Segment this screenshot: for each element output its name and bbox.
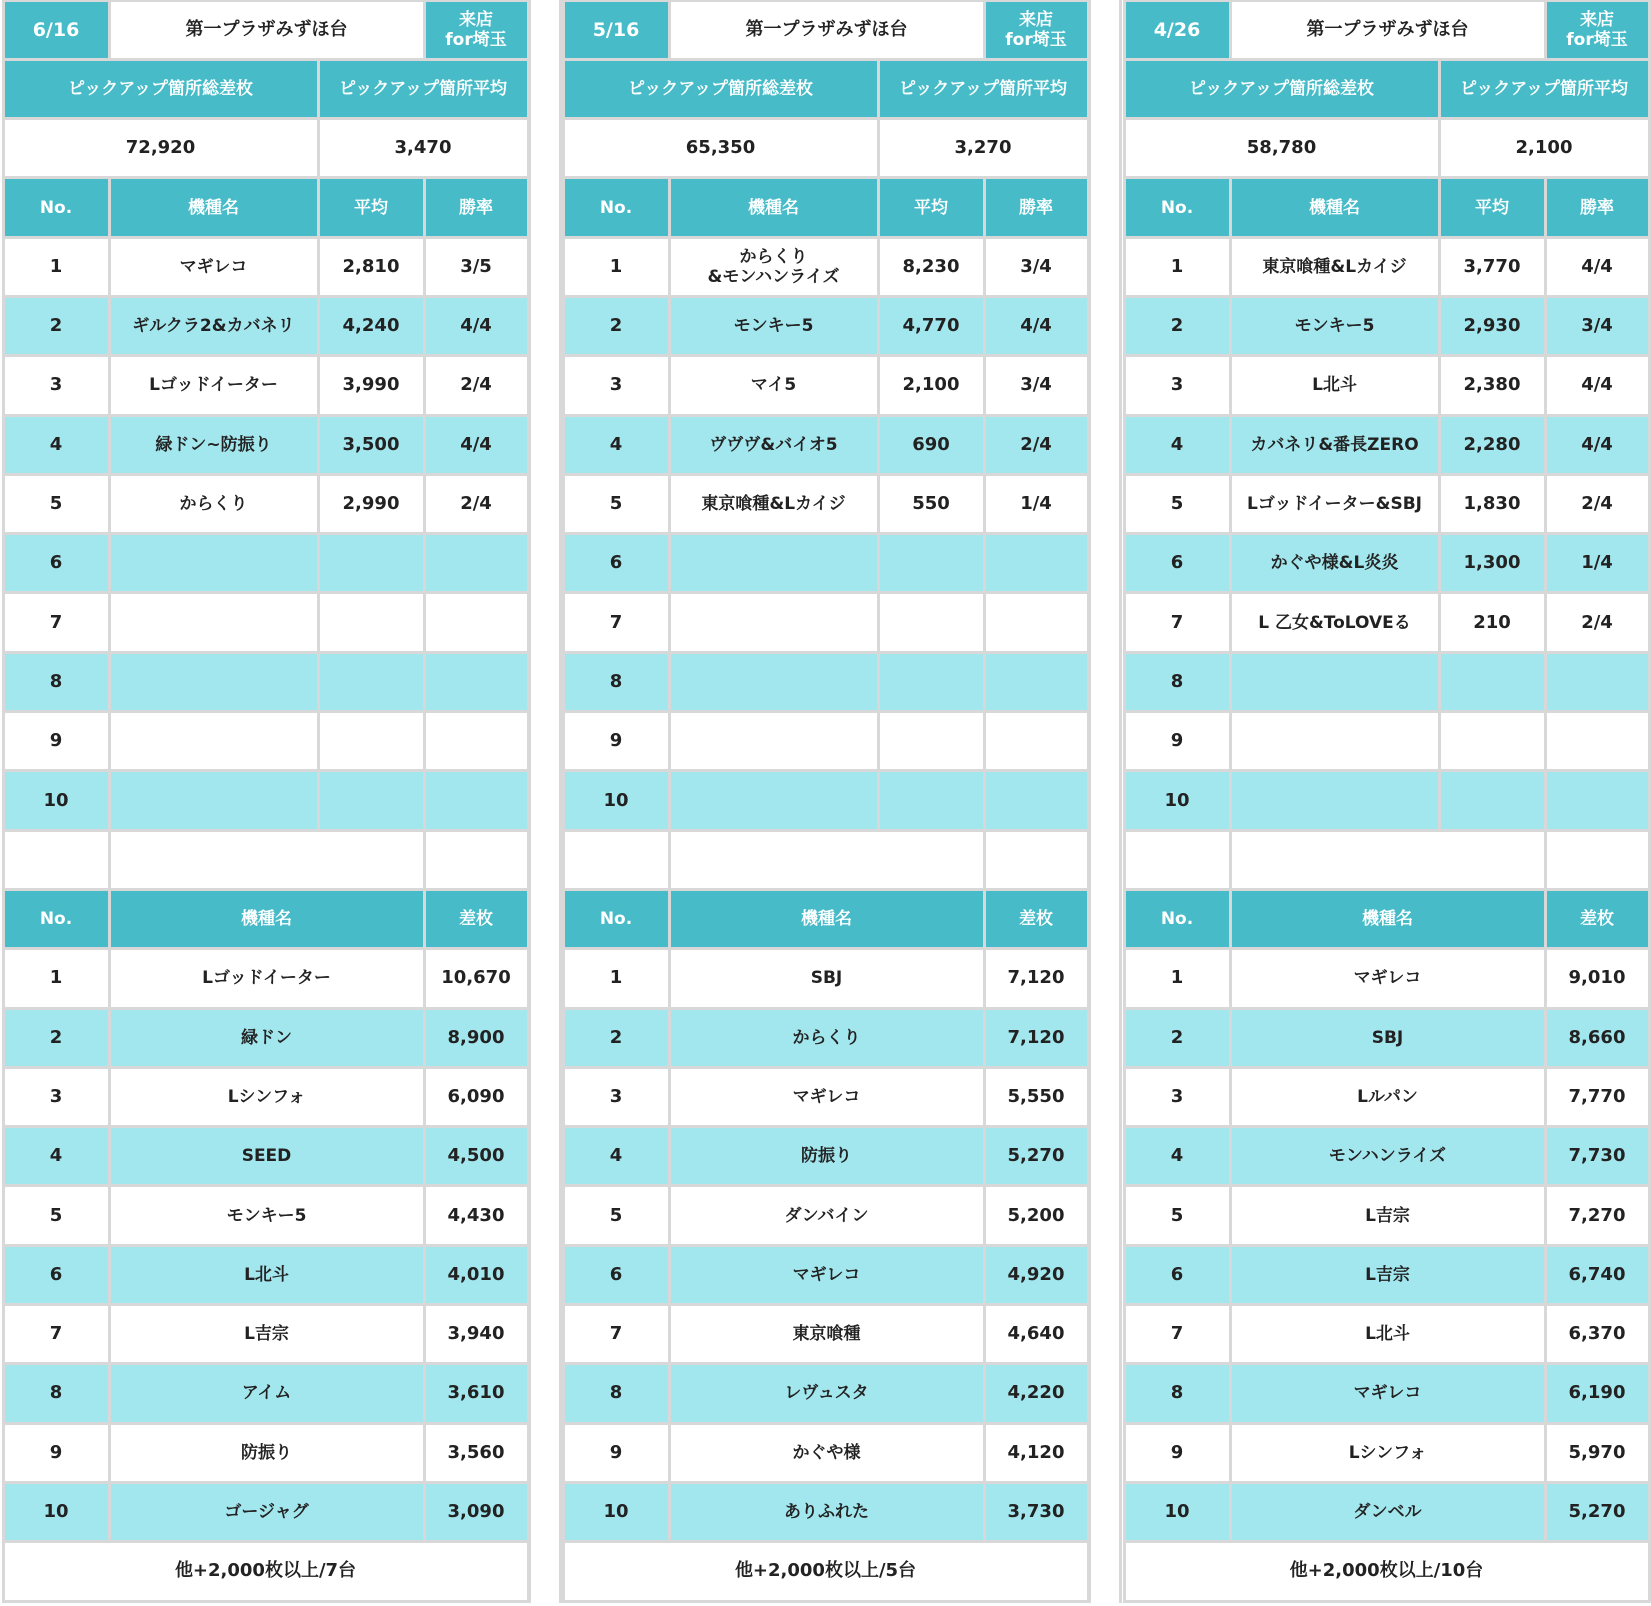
machine-name: [108, 651, 320, 713]
table2-header: No.: [2, 888, 111, 950]
diff-value: 3,610: [423, 1362, 530, 1424]
average-value: [877, 710, 986, 772]
pickup-avg-label: ピックアップ箇所平均: [1438, 58, 1651, 120]
machine-name: モンキー5: [668, 295, 880, 357]
machine-name: ダンバイン: [668, 1184, 986, 1246]
spacer-cell: [1229, 829, 1547, 891]
average-value: [877, 591, 986, 653]
average-value: 1,830: [1438, 473, 1547, 535]
row-number: 8: [2, 651, 111, 713]
machine-name: SEED: [108, 1125, 426, 1187]
win-rate: [983, 532, 1090, 594]
table2-header: 差枚: [983, 888, 1090, 950]
row-number: 8: [1123, 1362, 1232, 1424]
panel-grid: [1124, 0, 1649, 1601]
machine-name: L吉宗: [1229, 1184, 1547, 1246]
pickup-total-label: ピックアップ箇所総差枚: [2, 58, 320, 120]
visit-label: [983, 0, 1090, 61]
average-value: 2,280: [1438, 414, 1547, 476]
row-number: 2: [1123, 295, 1232, 357]
machine-name: Lゴッドイーター&SBJ: [1229, 473, 1441, 535]
spacer-cell: [2, 829, 111, 891]
row-number: 2: [562, 295, 671, 357]
pickup-avg-value: 2,100: [1438, 117, 1651, 179]
average-value: 3,990: [317, 354, 426, 416]
row-number: 8: [562, 651, 671, 713]
machine-name: [108, 710, 320, 772]
row-number: 3: [1123, 354, 1232, 416]
store-name: 第一プラザみずほ台: [1229, 0, 1547, 61]
store-name: 第一プラザみずほ台: [108, 0, 426, 61]
spacer-cell: [562, 829, 671, 891]
machine-name: [1229, 710, 1441, 772]
row-number: 9: [1123, 1422, 1232, 1484]
diff-value: 5,270: [1544, 1481, 1651, 1543]
win-rate: 2/4: [983, 414, 1090, 476]
row-number: 9: [562, 710, 671, 772]
row-number: 5: [1123, 473, 1232, 535]
row-number: 10: [1123, 1481, 1232, 1543]
machine-name: マイ5: [668, 354, 880, 416]
machine-name: [1229, 651, 1441, 713]
date-cell: 5/16: [562, 0, 671, 61]
footer-note: 他+2,000枚以上/5台: [562, 1540, 1090, 1602]
row-number: 4: [1123, 1125, 1232, 1187]
row-number: 6: [2, 1244, 111, 1306]
machine-name: 東京喰種&Lカイジ: [1229, 236, 1441, 298]
average-value: 8,230: [877, 236, 986, 298]
average-value: [877, 651, 986, 713]
row-number: 3: [562, 354, 671, 416]
row-number: 6: [562, 1244, 671, 1306]
footer-note: 他+2,000枚以上/10台: [1123, 1540, 1651, 1602]
average-value: [317, 651, 426, 713]
visit-line: 来店: [1019, 9, 1053, 30]
machine-name: [108, 532, 320, 594]
row-number: 4: [1123, 414, 1232, 476]
diff-value: 3,730: [983, 1481, 1090, 1543]
row-number: 2: [562, 1007, 671, 1069]
row-number: 6: [562, 532, 671, 594]
diff-value: 3,560: [423, 1422, 530, 1484]
table1-header: 平均: [1438, 176, 1547, 238]
diff-value: 6,190: [1544, 1362, 1651, 1424]
machine-name: マギレコ: [668, 1244, 986, 1306]
average-value: [1438, 651, 1547, 713]
average-value: 2,380: [1438, 354, 1547, 416]
table1-header: 勝率: [983, 176, 1090, 238]
row-number: 8: [2, 1362, 111, 1424]
machine-name: [668, 532, 880, 594]
panel-grid: [563, 0, 1088, 1601]
machine-name: ゴージャグ: [108, 1481, 426, 1543]
machine-name: 緑ドン: [108, 1007, 426, 1069]
row-number: 5: [1123, 1184, 1232, 1246]
win-rate: 4/4: [423, 414, 530, 476]
win-rate: 3/4: [1544, 295, 1651, 357]
store-panel-4/26: [1124, 0, 1649, 1601]
row-number: 1: [2, 947, 111, 1009]
machine-name: Lルパン: [1229, 1066, 1547, 1128]
row-number: 7: [2, 1303, 111, 1365]
row-number: 4: [562, 1125, 671, 1187]
row-number: 2: [2, 1007, 111, 1069]
table2-header: No.: [562, 888, 671, 950]
diff-value: 4,920: [983, 1244, 1090, 1306]
spacer-cell: [1123, 829, 1232, 891]
column-separator: [1088, 0, 1122, 1603]
row-number: 5: [2, 473, 111, 535]
average-value: 2,100: [877, 354, 986, 416]
machine-name: [668, 769, 880, 831]
average-value: 2,990: [317, 473, 426, 535]
row-number: 7: [1123, 1303, 1232, 1365]
average-value: 2,810: [317, 236, 426, 298]
machine-name: SBJ: [1229, 1007, 1547, 1069]
row-number: 5: [2, 1184, 111, 1246]
machine-name: L 乙女&ToLOVEる: [1229, 591, 1441, 653]
table1-header: No.: [562, 176, 671, 238]
machine-name: [668, 710, 880, 772]
table1-header: No.: [1123, 176, 1232, 238]
spacer-cell: [108, 829, 426, 891]
panel-grid: [3, 0, 528, 1601]
pickup-avg-label: ピックアップ箇所平均: [317, 58, 530, 120]
table1-header: 平均: [877, 176, 986, 238]
machine-name: からくり &モンハンライズ: [668, 236, 880, 298]
visit-line: for埼玉: [1566, 29, 1628, 50]
win-rate: 4/4: [983, 295, 1090, 357]
win-rate: [1544, 651, 1651, 713]
machine-name: L北斗: [108, 1244, 426, 1306]
row-number: 7: [562, 1303, 671, 1365]
row-number: 7: [562, 591, 671, 653]
diff-value: 9,010: [1544, 947, 1651, 1009]
pickup-avg-value: 3,470: [317, 117, 530, 179]
machine-name: L北斗: [1229, 354, 1441, 416]
row-number: 1: [562, 947, 671, 1009]
machine-name: Lゴッドイーター: [108, 947, 426, 1009]
win-rate: 3/4: [983, 354, 1090, 416]
average-value: [1438, 710, 1547, 772]
win-rate: 2/4: [423, 473, 530, 535]
spacer-cell: [423, 829, 530, 891]
pickup-total-label: ピックアップ箇所総差枚: [1123, 58, 1441, 120]
win-rate: 3/5: [423, 236, 530, 298]
row-number: 4: [2, 1125, 111, 1187]
machine-name: [108, 769, 320, 831]
visit-line: for埼玉: [445, 29, 507, 50]
average-value: 690: [877, 414, 986, 476]
machine-name: アイム: [108, 1362, 426, 1424]
machine-name: SBJ: [668, 947, 986, 1009]
footer-note: 他+2,000枚以上/7台: [2, 1540, 530, 1602]
win-rate: 2/4: [423, 354, 530, 416]
pickup-total-value: 72,920: [2, 117, 320, 179]
row-number: 10: [562, 1481, 671, 1543]
row-number: 9: [2, 1422, 111, 1484]
table2-header: 差枚: [1544, 888, 1651, 950]
row-number: 9: [562, 1422, 671, 1484]
machine-name: モンキー5: [1229, 295, 1441, 357]
win-rate: [423, 769, 530, 831]
row-number: 6: [1123, 532, 1232, 594]
spacer-cell: [1544, 829, 1651, 891]
win-rate: [983, 769, 1090, 831]
table2-header: 差枚: [423, 888, 530, 950]
machine-name: L吉宗: [108, 1303, 426, 1365]
machine-name: からくり: [108, 473, 320, 535]
average-value: [317, 591, 426, 653]
machine-name: 防振り: [668, 1125, 986, 1187]
row-number: 10: [2, 1481, 111, 1543]
row-number: 3: [2, 354, 111, 416]
win-rate: [1544, 769, 1651, 831]
spacer-cell: [983, 829, 1090, 891]
machine-name: 東京喰種: [668, 1303, 986, 1365]
date-cell: 6/16: [2, 0, 111, 61]
machine-name: ダンベル: [1229, 1481, 1547, 1543]
win-rate: [983, 651, 1090, 713]
diff-value: 3,940: [423, 1303, 530, 1365]
machine-name: [668, 591, 880, 653]
diff-value: 4,010: [423, 1244, 530, 1306]
table1-header: 平均: [317, 176, 426, 238]
average-value: 2,930: [1438, 295, 1547, 357]
table1-header: 機種名: [108, 176, 320, 238]
diff-value: 4,220: [983, 1362, 1090, 1424]
win-rate: [423, 532, 530, 594]
win-rate: [983, 710, 1090, 772]
average-value: 210: [1438, 591, 1547, 653]
diff-value: 7,730: [1544, 1125, 1651, 1187]
average-value: [317, 769, 426, 831]
average-value: [877, 769, 986, 831]
row-number: 8: [1123, 651, 1232, 713]
row-number: 7: [1123, 591, 1232, 653]
table2-header: 機種名: [1229, 888, 1547, 950]
average-value: 550: [877, 473, 986, 535]
machine-name: L吉宗: [1229, 1244, 1547, 1306]
diff-value: 4,640: [983, 1303, 1090, 1365]
row-number: 3: [562, 1066, 671, 1128]
pickup-avg-label: ピックアップ箇所平均: [877, 58, 1090, 120]
row-number: 3: [1123, 1066, 1232, 1128]
visit-label: [1544, 0, 1651, 61]
date-cell: 4/26: [1123, 0, 1232, 61]
diff-value: 6,090: [423, 1066, 530, 1128]
win-rate: [423, 591, 530, 653]
machine-name: [108, 591, 320, 653]
machine-name: ヴヴヴ&バイオ5: [668, 414, 880, 476]
pickup-avg-value: 3,270: [877, 117, 1090, 179]
pickup-total-value: 65,350: [562, 117, 880, 179]
win-rate: [983, 591, 1090, 653]
machine-name: 緑ドン~防振り: [108, 414, 320, 476]
row-number: 10: [2, 769, 111, 831]
table2-header: 機種名: [108, 888, 426, 950]
machine-name: 東京喰種&Lカイジ: [668, 473, 880, 535]
row-number: 2: [2, 295, 111, 357]
machine-name: マギレコ: [1229, 947, 1547, 1009]
table1-header: 機種名: [1229, 176, 1441, 238]
machine-name: マギレコ: [1229, 1362, 1547, 1424]
machine-name: L北斗: [1229, 1303, 1547, 1365]
pickup-total-value: 58,780: [1123, 117, 1441, 179]
machine-name: ありふれた: [668, 1481, 986, 1543]
diff-value: 5,970: [1544, 1422, 1651, 1484]
machine-name: レヴュスタ: [668, 1362, 986, 1424]
average-value: 3,500: [317, 414, 426, 476]
visit-line: 来店: [459, 9, 493, 30]
machine-name: かぐや様: [668, 1422, 986, 1484]
machine-name: カバネリ&番長ZERO: [1229, 414, 1441, 476]
diff-value: 7,120: [983, 947, 1090, 1009]
row-number: 2: [1123, 1007, 1232, 1069]
table1-header: 機種名: [668, 176, 880, 238]
machine-name: かぐや様&L炎炎: [1229, 532, 1441, 594]
table1-header: 勝率: [1544, 176, 1651, 238]
machine-name: マギレコ: [108, 236, 320, 298]
diff-value: 5,200: [983, 1184, 1090, 1246]
machine-name: からくり: [668, 1007, 986, 1069]
table1-header: 勝率: [423, 176, 530, 238]
row-number: 5: [562, 1184, 671, 1246]
spacer-cell: [668, 829, 986, 891]
machine-name: モンハンライズ: [1229, 1125, 1547, 1187]
win-rate: 3/4: [983, 236, 1090, 298]
win-rate: 4/4: [1544, 354, 1651, 416]
diff-value: 5,270: [983, 1125, 1090, 1187]
diff-value: 7,770: [1544, 1066, 1651, 1128]
row-number: 8: [562, 1362, 671, 1424]
average-value: [317, 710, 426, 772]
diff-value: 3,090: [423, 1481, 530, 1543]
average-value: [317, 532, 426, 594]
machine-name: [668, 651, 880, 713]
row-number: 3: [2, 1066, 111, 1128]
win-rate: [1544, 710, 1651, 772]
store-name: 第一プラザみずほ台: [668, 0, 986, 61]
win-rate: 4/4: [423, 295, 530, 357]
diff-value: 7,120: [983, 1007, 1090, 1069]
average-value: 4,770: [877, 295, 986, 357]
visit-line: for埼玉: [1005, 29, 1067, 50]
table2-header: No.: [1123, 888, 1232, 950]
diff-value: 8,900: [423, 1007, 530, 1069]
win-rate: [423, 651, 530, 713]
diff-value: 7,270: [1544, 1184, 1651, 1246]
diff-value: 4,120: [983, 1422, 1090, 1484]
diff-value: 10,670: [423, 947, 530, 1009]
row-number: 7: [2, 591, 111, 653]
row-number: 1: [2, 236, 111, 298]
diff-value: 6,370: [1544, 1303, 1651, 1365]
row-number: 6: [1123, 1244, 1232, 1306]
machine-name: モンキー5: [108, 1184, 426, 1246]
average-value: 4,240: [317, 295, 426, 357]
visit-label: [423, 0, 530, 61]
diff-value: 4,430: [423, 1184, 530, 1246]
pickup-total-label: ピックアップ箇所総差枚: [562, 58, 880, 120]
visit-line: 来店: [1580, 9, 1614, 30]
diff-value: 4,500: [423, 1125, 530, 1187]
win-rate: 1/4: [1544, 532, 1651, 594]
machine-name: Lシンフォ: [108, 1066, 426, 1128]
table2-header: 機種名: [668, 888, 986, 950]
machine-name: Lゴッドイーター: [108, 354, 320, 416]
machine-name: ギルクラ2&カバネリ: [108, 295, 320, 357]
row-number: 9: [2, 710, 111, 772]
row-number: 9: [1123, 710, 1232, 772]
win-rate: 1/4: [983, 473, 1090, 535]
machine-name: マギレコ: [668, 1066, 986, 1128]
average-value: 3,770: [1438, 236, 1547, 298]
store-panel-6/16: [3, 0, 528, 1601]
row-number: 1: [1123, 236, 1232, 298]
row-number: 6: [2, 532, 111, 594]
row-number: 10: [562, 769, 671, 831]
diff-value: 6,740: [1544, 1244, 1651, 1306]
row-number: 4: [562, 414, 671, 476]
diff-value: 8,660: [1544, 1007, 1651, 1069]
row-number: 5: [562, 473, 671, 535]
machine-name: [1229, 769, 1441, 831]
win-rate: 4/4: [1544, 414, 1651, 476]
win-rate: 2/4: [1544, 591, 1651, 653]
average-value: 1,300: [1438, 532, 1547, 594]
row-number: 4: [2, 414, 111, 476]
machine-name: Lシンフォ: [1229, 1422, 1547, 1484]
table1-header: No.: [2, 176, 111, 238]
column-separator: [528, 0, 562, 1603]
win-rate: [423, 710, 530, 772]
store-panel-5/16: [563, 0, 1088, 1601]
row-number: 10: [1123, 769, 1232, 831]
diff-value: 5,550: [983, 1066, 1090, 1128]
win-rate: 4/4: [1544, 236, 1651, 298]
win-rate: 2/4: [1544, 473, 1651, 535]
row-number: 1: [1123, 947, 1232, 1009]
average-value: [1438, 769, 1547, 831]
machine-name: 防振り: [108, 1422, 426, 1484]
row-number: 1: [562, 236, 671, 298]
average-value: [877, 532, 986, 594]
